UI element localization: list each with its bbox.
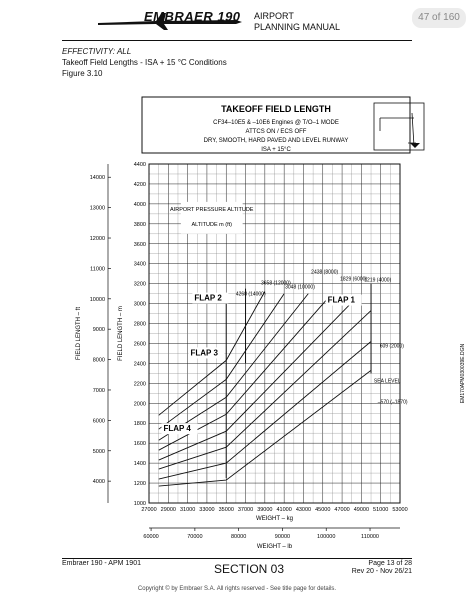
chart-condition: CF34–10E5 & –10E6 Engines @ T/O–1 MODE	[213, 120, 339, 126]
x-tick-label: 33000	[199, 507, 215, 513]
altitude-label: 609 (2000)	[379, 343, 404, 350]
x-tick-label: 41000	[276, 507, 292, 513]
inset-diagram	[374, 103, 424, 150]
inset-diagram-lines	[380, 113, 416, 146]
altitude-label: 1219 (4000)	[364, 277, 392, 284]
x-axis-label-lb: WEIGHT – lb	[256, 544, 293, 550]
altitude-label: 3658 (12000)	[260, 280, 291, 287]
y-tick-label-ft: 5000	[92, 448, 105, 455]
x-tick-label-lb: 90000	[274, 534, 291, 540]
y-tick-label-ft: 6000	[92, 418, 105, 425]
y-tick-label: 4000	[133, 201, 146, 208]
altitude-label: 2438 (8000)	[311, 269, 339, 276]
y-tick-label: 3200	[133, 281, 146, 288]
x-tick-label: 35000	[218, 507, 234, 513]
footer-section: SECTION 03	[214, 562, 285, 576]
manual-title-line1: AIRPORT	[254, 11, 294, 21]
y-tick-label: 2200	[133, 381, 146, 388]
altitude-label: 1829 (6000)	[340, 276, 368, 283]
series-line	[159, 291, 285, 430]
effectivity: EFFECTIVITY: ALL	[62, 47, 132, 56]
x-tick-label: 47000	[334, 507, 350, 513]
y-tick-label-ft: 7000	[92, 387, 105, 394]
takeoff-field-length-chart	[62, 86, 474, 566]
document-code: EM170APM030039E.DGN	[460, 343, 466, 404]
altitude-label: –570 (–1870)	[377, 399, 408, 406]
chart-title: TAKEOFF FIELD LENGTH	[221, 104, 331, 114]
x-tick-label: 45000	[315, 507, 331, 513]
y-tick-label-ft: 9000	[92, 327, 105, 334]
y-tick-label-ft: 8000	[92, 357, 105, 364]
series-line	[159, 291, 309, 441]
flap-label: FLAP 4	[163, 424, 191, 434]
brand-name: EMBRAER 190	[144, 9, 241, 24]
y-tick-label: 2600	[133, 341, 146, 348]
x-tick-label: 53000	[392, 507, 408, 513]
chart-condition: ATTCS ON / ECS OFF	[245, 129, 307, 135]
flap-label: FLAP 2	[194, 293, 222, 303]
y-tick-label: 4400	[133, 162, 146, 168]
x-tick-label-lb: 70000	[187, 534, 203, 540]
altitude-label: 4268 (14000)	[235, 291, 266, 298]
y-tick-label: 3000	[133, 301, 146, 308]
y-tick-label: 1200	[133, 481, 146, 488]
copyright-notice: Copyright © by Embraer S.A. All rights reserved - See title page for details.	[137, 586, 337, 592]
inner-label: AIRPORT PRESSURE ALTITUDE	[170, 206, 254, 213]
y-tick-label: 1400	[133, 461, 146, 468]
x-tick-label: 51000	[373, 507, 389, 513]
x-tick-label-lb: 100000	[317, 534, 336, 540]
footer-document-id: Embraer 190 - APM 1901	[62, 560, 141, 567]
figure-number: Figure 3.10	[62, 69, 103, 78]
x-tick-label: 39000	[257, 507, 273, 513]
x-tick-label: 29000	[160, 507, 176, 513]
y-tick-label: 3600	[133, 241, 146, 248]
y-tick-label-ft: 4000	[92, 479, 105, 486]
x-tick-label: 31000	[179, 507, 196, 513]
y-tick-label: 3400	[133, 261, 146, 268]
footer-revision: Rev 20 - Nov 26/21	[351, 568, 412, 575]
inset-arrow-icon	[410, 143, 420, 148]
x-axis-label: WEIGHT – kg	[256, 516, 293, 522]
x-tick-label: 43000	[295, 507, 312, 513]
flap-label: FLAP 1	[327, 295, 356, 305]
y-tick-label-ft: 12000	[89, 236, 105, 243]
y-tick-label: 3800	[133, 221, 146, 228]
y-tick-label-ft: 13000	[89, 205, 105, 212]
x-tick-label: 27000	[141, 507, 157, 513]
y-tick-label: 1600	[133, 441, 146, 448]
altitude-label: 3048 (10000)	[285, 284, 315, 291]
y-axis-label-ft: FIELD LENGTH – ft	[76, 306, 82, 361]
y-tick-label: 2800	[133, 321, 146, 328]
x-tick-label: 37000	[237, 507, 254, 513]
manual-title-line2: PLANNING MANUAL	[254, 22, 341, 32]
page-counter-badge[interactable]: 47 of 160	[412, 8, 466, 28]
y-axis-label: FIELD LENGTH – m	[118, 306, 124, 361]
chart-condition: ISA + 15°C	[261, 147, 291, 153]
inner-label-unit: ALTITUDE m (ft)	[191, 221, 233, 228]
y-tick-label: 2000	[133, 401, 146, 408]
footer-page: Page 13 of 28	[368, 560, 412, 567]
x-tick-label-lb: 60000	[143, 534, 159, 540]
x-tick-label-lb: 80000	[231, 534, 247, 540]
y-tick-label-ft: 14000	[89, 175, 105, 182]
flap-label: FLAP 3	[190, 348, 218, 358]
y-tick-label: 4200	[133, 181, 146, 188]
section-heading: Takeoff Field Lengths - ISA + 15 °C Conditions	[62, 58, 227, 67]
altitude-label: SEA LEVEL	[373, 378, 401, 385]
x-tick-label: 49000	[353, 507, 370, 513]
x-tick-label-lb: 110000	[361, 534, 380, 540]
y-tick-label: 1000	[133, 501, 146, 507]
y-tick-label-ft: 11000	[90, 266, 105, 273]
y-tick-label: 1800	[133, 421, 146, 428]
y-tick-label: 2400	[133, 361, 146, 368]
y-tick-label-ft: 10000	[89, 296, 105, 303]
chart-condition: DRY, SMOOTH, HARD PAVED AND LEVEL RUNWAY	[203, 138, 349, 144]
header-rule	[62, 40, 412, 41]
footer-rule	[62, 558, 412, 559]
